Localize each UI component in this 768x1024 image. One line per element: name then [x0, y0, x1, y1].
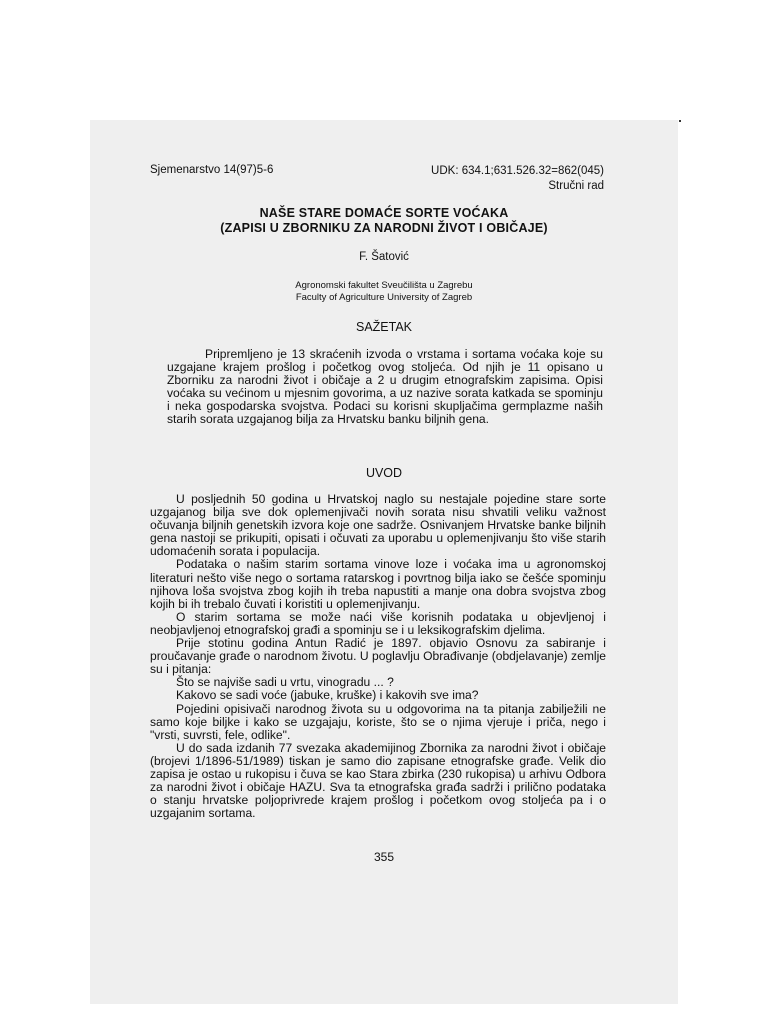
intro-paragraph-6: U do sada izdanih 77 svezaka akademijinog Zbornika za narodni život i običaje (brojevi 1/1896-51/1989) tiskan je samo dio zapisane etnografske građe. Velik dio zapisa je ostao u rukopisu i čuva se kao Stara zbirka (230 rukopisa) u arhivu Odbora za narodni život i običaje HAZU. Sva ta etnografska građa sadrži i prilično podataka o stanju hrvatske poljoprivrede krajem prošlog i početkom ovog stoljeća pa i o uzgajanim sortama. [150, 740, 606, 821]
paper-title-line-2: (ZAPISI U ZBORNIKU ZA NARODNI ŽIVOT I OBIČAJE) [220, 221, 548, 235]
intro-paragraph-4: Prije stotinu godina Antun Radić je 1897. objavio Osnovu za sabiranje i proučavanje građe o narodnom životu. U poglavlju Obrađivanje (obdjelavanje) zemlje su i pitanja: [150, 636, 606, 677]
paper-title-line-1: NAŠE STARE DOMAĆE SORTE VOĆAKA [259, 206, 509, 220]
intro-paragraph-2: Podataka o našim starim sortama vinove loze i voćaka ima u agronomskoj literaturi nešto više nego o sortama ratarskog i povrtnog bilja iako se češće spominju njihova loša svojstva zbog kojih ih treba napustiti a manje ona dobra svojstva zbog kojih bi ih trebalo čuvati i koristiti u oplemenjivanju. [150, 557, 606, 611]
scan-speck [679, 120, 681, 122]
page-number: 355 [373, 850, 395, 864]
intro-paragraph-3: O starim sortama se može naći više korisnih podataka u objevljenoj i neobjavljenoj etnografskoj građi a spominju se i u leksikografskim djelima. [150, 609, 606, 637]
affiliation-english: Faculty of Agriculture University of Zagreb [295, 292, 473, 303]
abstract-heading: SAŽETAK [355, 320, 413, 334]
intro-question-1: Što se najviše sadi u vrtu, vinogradu ... ? [176, 675, 394, 690]
intro-paragraph-1: U posljednih 50 godina u Hrvatskoj naglo su nestajale pojedine stare sorte uzgajanog bilja sve dok oplemenjivači novih sorata nisu shvatili veliku važnost očuvanja biljnih genetskih izvora koje one sadrže. Osnivanjem Hrvatske banke biljnih gena nastoji se prikupiti, opisati i očuvati za uporabu u oplemenjivanju što više starih udomaćenih sorata i populacija. [150, 492, 606, 559]
paper-type: Stručni rad [548, 180, 604, 192]
intro-paragraph-5: Pojedini opisivači narodnog života su u odgovorima na ta pitanja zabilježili ne samo koje biljke i kako se uzgajaju, koriste, što se o njima vjeruje i priča, nego i "vrsti, suvrsti, fele, odlike". [150, 701, 606, 742]
journal-citation: Sjemenarstvo 14(97)5-6 [150, 164, 274, 176]
affiliation [120, 280, 648, 304]
author-name: F. Šatović [359, 251, 409, 263]
affiliation-croatian: Agronomski fakultet Sveučilišta u Zagrebu [295, 280, 473, 291]
header-right [430, 164, 604, 194]
abstract-text: Pripremljeno je 13 skraćenih izvoda o vrstama i sortama voćaka koje su uzgajane krajem prošlog i početkog ovog stoljeća. Od njih je 11 opisano u Zborniku za narodni život i običaje a 2 u drugim etnografskim zapisima. Opisi voćaka su većinom u mjesnim govorima, a uz nazive sorata katkada se spominju i neka gospodarska svojstva. Podaci su korisni skupljačima germplazme naših starih sorata uzgajanog bilja za Hrvatsku banku biljnih gena. [167, 347, 603, 427]
intro-body [150, 493, 606, 820]
intro-question-2: Kakovo se sadi voće (jabuke, kruške) i kakovih sve ima? [176, 688, 479, 703]
intro-heading: UVOD [365, 466, 403, 480]
udk-code: UDK: 634.1;631.526.32=862(045) [431, 165, 604, 177]
